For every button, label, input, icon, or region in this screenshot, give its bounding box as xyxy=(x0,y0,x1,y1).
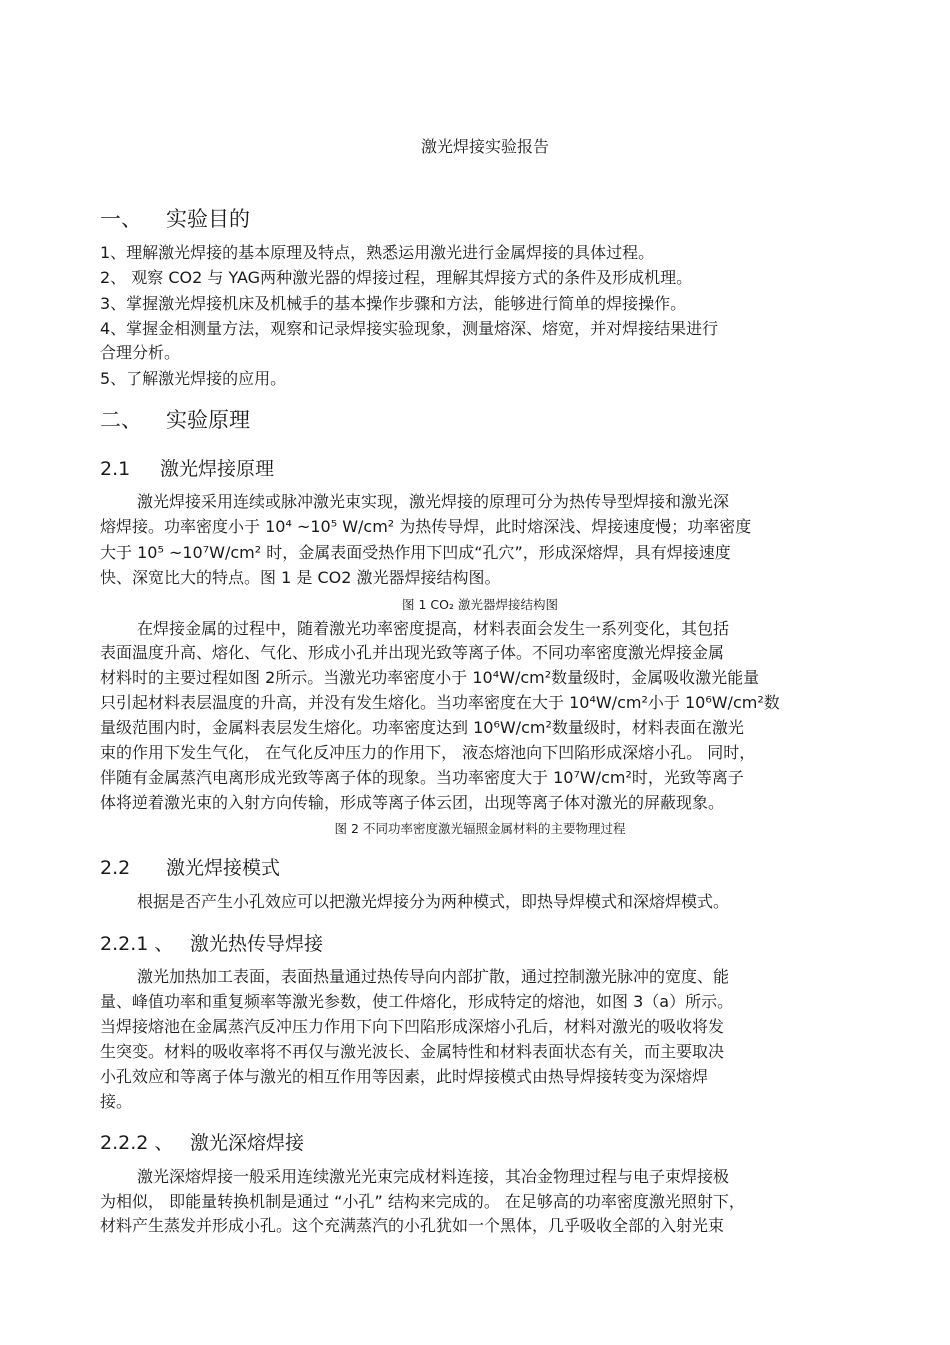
mode-intro-line: 根据是否产生小孔效应可以把激光焊接分为两种模式，即热导焊模式和深熔焊模式。 xyxy=(137,892,730,911)
conduction-line2: 量、峰值功率和重复频率等激光参数，使工件熔化，形成特定的熔池，如图 3（a）所示。 xyxy=(100,992,734,1011)
figure-2-caption: 图 2 不同功率密度激光辐照金属材料的主要物理过程 xyxy=(334,821,626,836)
conduction-line1: 激光加热加工表面，表面热量通过热传导向内部扩散，通过控制激光脉冲的宽度、能 xyxy=(137,967,730,986)
conduction-line4: 生突变。材料的吸收率将不再仅与激光波长、金属特性和材料表面状态有关，而主要取决 xyxy=(100,1042,725,1061)
figure-1-caption: 图 1 CO₂ 激光器焊接结构图 xyxy=(402,597,558,612)
subsection-2-1-number: 2.1 xyxy=(100,458,131,480)
deep-penetration-line1: 激光深熔焊接一般采用连续激光光束完成材料连接，其冶金物理过程与电子束焊接极 xyxy=(137,1167,730,1186)
principle-para2-line1: 在焊接金属的过程中，随着激光功率密度提高，材料表面会发生一系列变化，其包括 xyxy=(137,619,730,638)
subsection-2-2-1-heading xyxy=(100,929,323,956)
conduction-line5: 小孔效应和等离子体与激光的相互作用等因素，此时焊接模式由热导焊接转变为深熔焊 xyxy=(100,1067,709,1086)
objective-item-4: 4、掌握金相测量方法，观察和记录焊接实验现象，测量熔深、熔宽，并对焊接结果进行 xyxy=(100,319,719,338)
section-1-number: 一、 xyxy=(100,207,142,231)
subsection-2-1-heading xyxy=(100,454,274,481)
deep-penetration-line2: 为相似， 即能量转换机制是通过 “小孔” 结构来完成的。 在足够高的功率密度激光照射下， xyxy=(100,1192,745,1211)
section-2-title: 实验原理 xyxy=(166,408,250,432)
document-title: 激光焊接实验报告 xyxy=(420,137,549,156)
section-1-heading xyxy=(100,203,250,233)
principle-para1-line4: 快、深宽比大的特点。图 1 是 CO2 激光器焊接结构图。 xyxy=(100,568,501,587)
objective-item-2: 2、 观察 CO2 与 YAG两种激光器的焊接过程，理解其焊接方式的条件及形成机理。 xyxy=(100,268,693,287)
objective-item-5: 5、了解激光焊接的应用。 xyxy=(100,369,287,388)
objective-item-4-cont: 合理分析。 xyxy=(100,343,181,362)
objective-item-3: 3、掌握激光焊接机床及机械手的基本操作步骤和方法，能够进行简单的焊接操作。 xyxy=(100,294,687,313)
subsection-2-2-2-title: 激光深熔焊接 xyxy=(190,1132,305,1154)
subsection-2-2-1-number: 2.2.1 、 xyxy=(100,933,174,955)
principle-para2-line8: 体将逆着激光束的入射方向传输，形成等离子体云团，出现等离子体对激光的屏蔽现象。 xyxy=(100,793,725,812)
section-2-number: 二、 xyxy=(100,408,142,432)
principle-para1-line3: 大于 10⁵ ~10⁷W/cm² 时，金属表面受热作用下凹成“孔穴”，形成深熔焊，具有焊接速度 xyxy=(100,543,731,562)
objective-item-1: 1、理解激光焊接的基本原理及特点，熟悉运用激光进行金属焊接的具体过程。 xyxy=(100,243,655,262)
principle-para2-line7: 伴随有金属蒸汽电离形成光致等离子体的现象。当功率密度大于 10⁷W/cm²时，光致等离子 xyxy=(100,768,744,787)
principle-para1-line1: 激光焊接采用连续或脉冲激光束实现，激光焊接的原理可分为热传导型焊接和激光深 xyxy=(137,492,730,511)
principle-para2-line5: 量级范围内时，金属料表层发生熔化。功率密度达到 10⁶W/cm²数量级时，材料表面在激光 xyxy=(100,718,744,737)
subsection-2-2-title: 激光焊接模式 xyxy=(166,857,281,879)
subsection-2-2-1-title: 激光热传导焊接 xyxy=(190,933,324,955)
subsection-2-2-heading xyxy=(100,853,280,880)
subsection-2-2-2-heading xyxy=(100,1128,304,1155)
subsection-2-2-number: 2.2 xyxy=(100,857,131,879)
conduction-line3: 当焊接熔池在金属蒸汽反冲压力作用下向下凹陷形成深熔小孔后，材料对激光的吸收将发 xyxy=(100,1017,725,1036)
principle-para2-line3: 材料时的主要过程如图 2所示。当激光功率密度小于 10⁴W/cm²数量级时，金属吸收激光能量 xyxy=(100,668,760,687)
conduction-line6: 接。 xyxy=(100,1092,133,1111)
principle-para1-line2: 熔焊接。功率密度小于 10⁴ ~10⁵ W/cm² 为热传导焊，此时熔深浅、焊接速度慢；功率密度 xyxy=(100,517,752,536)
principle-para2-line2: 表面温度升高、熔化、气化、形成小孔并出现光致等离子体。不同功率密度激光焊接金属 xyxy=(100,643,725,662)
subsection-2-2-2-number: 2.2.2 、 xyxy=(100,1132,174,1154)
subsection-2-1-title: 激光焊接原理 xyxy=(160,458,275,480)
section-2-heading xyxy=(100,404,250,434)
deep-penetration-line3: 材料产生蒸发并形成小孔。这个充满蒸汽的小孔犹如一个黑体，几乎吸收全部的入射光束 xyxy=(100,1216,725,1235)
principle-para2-line4: 只引起材料表层温度的升高，并没有发生熔化。当功率密度在大于 10⁴W/cm²小于 10⁶W/cm²数 xyxy=(100,693,780,712)
principle-para2-line6: 束的作用下发生气化， 在气化反冲压力的作用下， 液态熔池向下凹陷形成深熔小孔。 同时， xyxy=(100,743,756,762)
section-1-title: 实验目的 xyxy=(166,207,250,231)
